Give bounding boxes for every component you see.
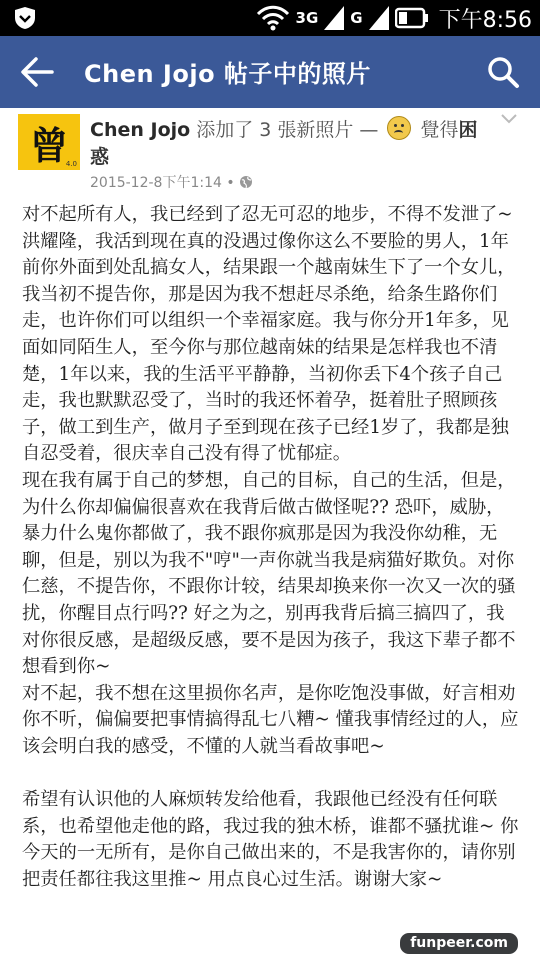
confused-face-icon — [387, 116, 411, 140]
globe-icon — [239, 175, 253, 189]
network-type-label-2: G — [350, 9, 363, 27]
signal-icon — [324, 6, 344, 30]
back-arrow-icon[interactable] — [18, 54, 58, 90]
avatar-character: 曾 — [29, 122, 68, 168]
network-type-label: 3G — [295, 9, 319, 27]
avatar-small-text: 4.0 — [65, 160, 77, 168]
post-action-text: 添加了 3 張新照片 — — [190, 119, 385, 141]
post-meta — [90, 172, 253, 192]
status-indicators — [256, 0, 532, 36]
clock: 下午8:56 — [438, 7, 532, 33]
app-bar-title: Chen Jojo 帖子中的照片 — [84, 60, 371, 88]
feeling-prefix: 覺得 — [414, 119, 459, 141]
wifi-icon — [256, 5, 290, 31]
signal-icon-2 — [369, 6, 389, 30]
post-body-text: 对不起所有人，我已经到了忍无可忍的地步，不得不发泄了~ 洪耀隆，我活到现在真的没遇过像你这么不要脸的男人，1年前你外面到处乱搞女人，结果跟一个越南妹生下了一个女儿，我当初不提告你，那是因为我不想赶尽杀绝，给条生路你们走，也许你们可以组织一个幸福家庭。我与你分开1年多，见面如同陌生人，至今你与那位越南妹的结果是怎样我也不清楚，1年以来，我的生活平平静静，当初你丢下4个孩子自己走，我也默默忍受了，当时的我还怀着孕，挺着肚子照顾孩子，做工到生产，做月子至到现在孩子已经1岁了，我都是独自忍受着，很庆幸自己没有得了忧郁症。 现在我有属于自己的梦想，自己的目标，自己的生活，但是，为什么你却偏偏很喜欢在我背后做古做怪呢?? 恐吓，威胁，暴力什么鬼你都做了，我不跟你疯那是因为我没你幼稚，无聊，但是，别以为我不"哼"一声你就当我是病猫好欺负。对你仁慈，不提告你，不跟你计较，结果却换来你一次又一次的骚扰，你醒目点行吗?? 好之为之，别再我背后搞三搞四了，我对你很反感，是超级反感，要不是因为孩子，我这下辈子都不想看到你~ 对不起，我不想在这里损你名声，是你吃饱没事做，好言相劝你不听，偏偏要把事情搞得乱七八糟~ 懂我事情经过的人，应该会明白我的感受，不懂的人就当看故事吧~ 希望有认识他的人麻烦转发给他看，我跟他已经没有任何联系，也希望他走他的路，我过我的独木桥，谁都不骚扰谁~ 你今天的一无所有，是你自己做出来的，不是我害你的，请你别把责任都往我这里推~ 用点良心过生活。谢谢大家~ — [22, 204, 519, 890]
chevron-down-icon[interactable] — [500, 112, 518, 126]
post-timestamp[interactable]: 2015-12-8下午1:14 • — [90, 175, 235, 191]
author-name[interactable]: Chen Jojo — [90, 119, 191, 141]
search-icon[interactable] — [484, 53, 522, 91]
post-header — [90, 116, 490, 171]
app-bar — [0, 36, 540, 108]
watermark: funpeer.com — [400, 933, 518, 954]
shield-notification-icon — [12, 5, 38, 31]
feeling-label: 困惑 — [90, 119, 478, 168]
battery-icon — [395, 7, 429, 29]
status-bar — [0, 0, 540, 36]
avatar[interactable] — [18, 114, 80, 170]
